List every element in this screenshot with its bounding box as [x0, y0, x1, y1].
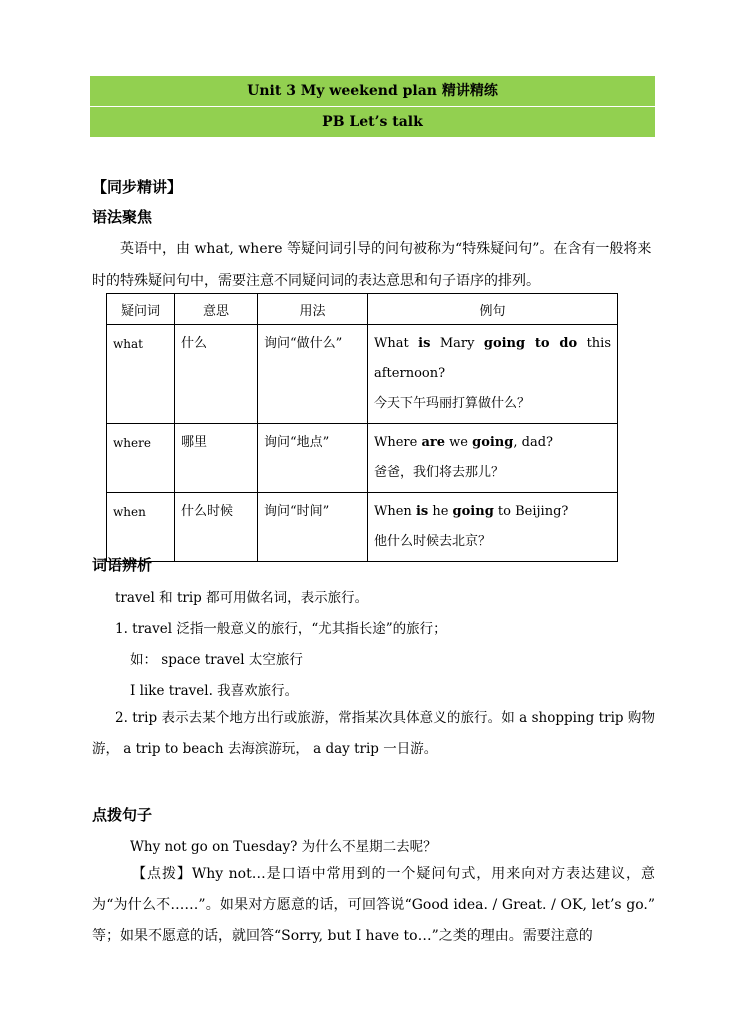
table-cell-example	[368, 424, 618, 493]
table-cell-word: what	[107, 325, 175, 424]
section-grammar-heading: 语法聚焦	[92, 208, 153, 226]
table-header-cell: 疑问词	[107, 294, 175, 325]
words-line: I like travel. 我喜欢旅行。	[130, 683, 299, 699]
grammar-intro: 英语中，由 what, where 等疑问词引导的问句被称为“特殊疑问句”。在含有一般将来时的特殊疑问句中，需要注意不同疑问词的表达意思和句子语序的排列。	[92, 241, 652, 289]
example-english: What is Mary going to do this afternoon?	[374, 336, 611, 381]
table-cell-example	[368, 493, 618, 562]
table-cell-meaning: 什么时候	[175, 493, 258, 562]
document-subtitle: PB Let’s talk	[90, 107, 655, 137]
section-sentence-heading: 点拨句子	[92, 806, 153, 824]
sentence-example: Why not go on Tuesday? 为什么不星期二去呢？	[130, 839, 437, 855]
table-cell-usage: 询问“时间”	[258, 493, 368, 562]
table-cell-meaning: 什么	[175, 325, 258, 424]
example-chinese: 他什么时候去北京？	[374, 534, 492, 549]
sentence-explanation: 【点拨】Why not…是口语中常用到的一个疑问句式，用来向对方表达建议，意为“为什么不……”。如果对方愿意的话，可回答说“Good idea. / Great. / OK, let’s go.” 等；如果不愿意的话，就回答“Sorry, but I have to…”之类的理由。需要注意的	[92, 866, 655, 944]
table-cell-usage: 询问“地点”	[258, 424, 368, 493]
words-paragraph: 2. trip 表示去某个地方出行或旅游，常指某次具体意义的旅行。如 a shopping trip 购物游， a trip to beach 去海滨游玩， a day trip 一日游。	[92, 710, 655, 757]
table-cell-meaning: 哪里	[175, 424, 258, 493]
words-line: travel 和 trip 都可用做名词，表示旅行。	[115, 590, 369, 606]
example-chinese: 今天下午玛丽打算做什么？	[374, 396, 531, 411]
question-word-table	[106, 293, 618, 562]
table-cell-usage: 询问“做什么”	[258, 325, 368, 424]
table-row	[107, 493, 618, 562]
example-english: Where are we going, dad?	[374, 435, 553, 450]
table-header-cell: 意思	[175, 294, 258, 325]
table-row	[107, 424, 618, 493]
table-row	[107, 325, 618, 424]
table-cell-word: when	[107, 493, 175, 562]
example-english: When is he going to Beijing?	[374, 504, 569, 519]
section-sync-heading: 【同步精讲】	[92, 178, 183, 196]
section-words-heading: 词语辨析	[92, 556, 153, 574]
words-line: 1. travel 泛指一般意义的旅行，“尤其指长途”的旅行；	[115, 621, 447, 637]
table-cell-example	[368, 325, 618, 424]
table-header-row	[107, 294, 618, 325]
table-cell-word: where	[107, 424, 175, 493]
table-header-cell: 用法	[258, 294, 368, 325]
example-chinese: 爸爸，我们将去那儿？	[374, 465, 505, 480]
words-line: 如： space travel 太空旅行	[130, 652, 303, 668]
document-title: Unit 3 My weekend plan 精讲精练	[90, 76, 655, 106]
table-header-cell: 例句	[368, 294, 618, 325]
